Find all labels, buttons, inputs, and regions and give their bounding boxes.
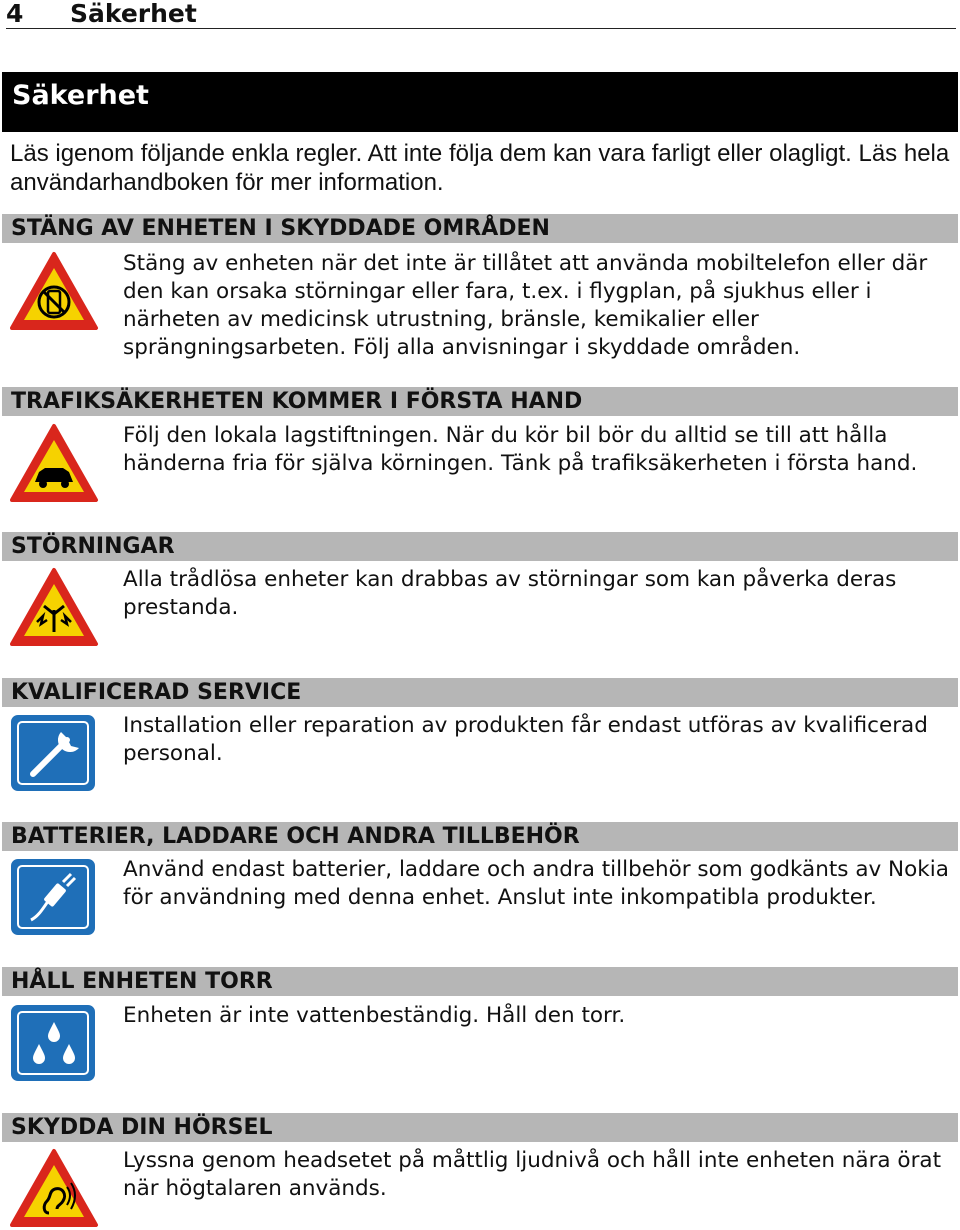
section-text-protected-areas: Stäng av enheten när det inte är tillåtet att använda mobiltelefon eller där den kan orsaka störningar eller fara, t.ex. i flygplan, på sjukhus eller i närheten av medicinsk utrustning, bränsle, kemikalier eller sprängningsarbeten. Följ alla anvisningar i skyddade områden.: [123, 251, 928, 360]
chapter-title: Säkerhet: [70, 0, 197, 28]
section-banner: Säkerhet: [2, 72, 958, 132]
section-heading-interference: STÖRNINGAR: [2, 532, 958, 561]
section-heading-service: KVALIFICERAD SERVICE: [2, 678, 958, 707]
section-text-keep-dry: Enheten är inte vattenbeständig. Håll den torr.: [123, 1003, 626, 1028]
no-mobile-phone-icon: [9, 250, 99, 332]
charger-plug-icon: [9, 856, 99, 938]
section-text-interference: Alla trådlösa enheter kan drabbas av störningar som kan påverka deras prestanda.: [123, 567, 897, 620]
section-text-service: Installation eller reparation av produkten får endast utföras av kvalificerad personal.: [123, 713, 928, 766]
ear-icon: [9, 1147, 99, 1229]
wrench-icon: [9, 712, 99, 794]
interference-icon: [9, 566, 99, 648]
section-text-accessories: Använd endast batterier, laddare och andra tillbehör som godkänts av Nokia för användning med denna enhet. Anslut inte inkompatibla produkter.: [123, 857, 949, 910]
car-icon: [9, 422, 99, 504]
water-drops-icon: [9, 1002, 99, 1084]
section-text-road-safety: Följ den lokala lagstiftningen. När du kör bil bör du alltid se till att hålla händerna fria för själva körningen. Tänk på trafiksäkerheten i första hand.: [123, 423, 918, 476]
section-heading-protected-areas: STÄNG AV ENHETEN I SKYDDADE OMRÅDEN: [2, 214, 958, 243]
section-heading-accessories: BATTERIER, LADDARE OCH ANDRA TILLBEHÖR: [2, 822, 958, 851]
intro-paragraph: Läs igenom följande enkla regler. Att inte följa dem kan vara farligt eller olagligt. Läs hela användarhandboken för mer information.: [10, 140, 950, 196]
section-heading-road-safety: TRAFIKSÄKERHETEN KOMMER I FÖRSTA HAND: [2, 387, 958, 416]
page-number: 4: [6, 0, 24, 28]
running-head: [6, 0, 956, 29]
section-heading-keep-dry: HÅLL ENHETEN TORR: [2, 967, 958, 996]
section-heading-hearing: SKYDDA DIN HÖRSEL: [2, 1113, 958, 1142]
section-text-hearing: Lyssna genom headsetet på måttlig ljudnivå och håll inte enheten nära örat när högtalaren används.: [123, 1148, 942, 1201]
